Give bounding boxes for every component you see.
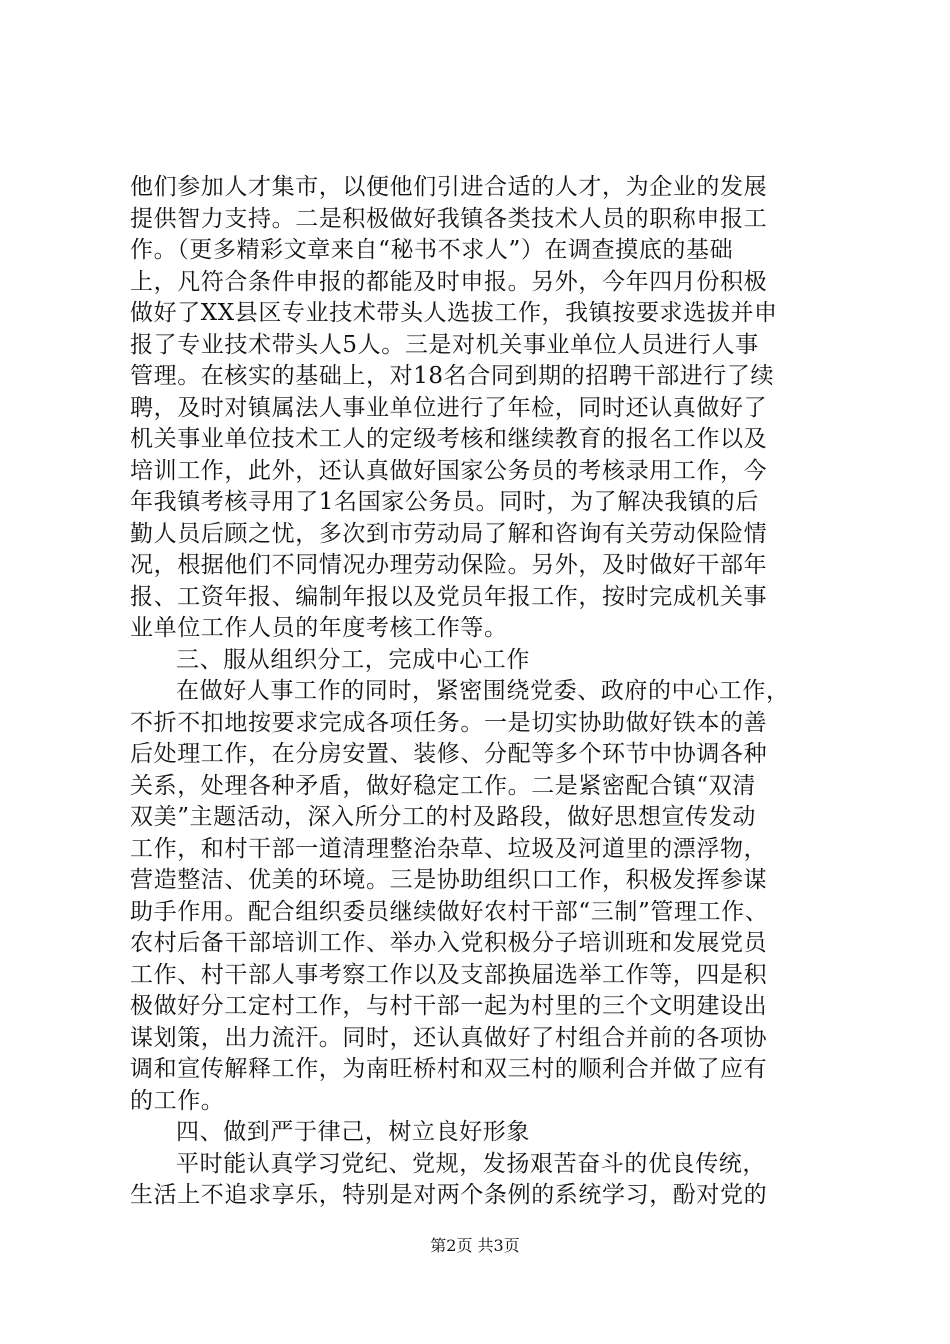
text-line: 做好了XX县区专业技术带头人选拔工作，我镇按要求选拔并申 — [130, 300, 778, 326]
text-line: 极做好分工定村工作，与村干部一起为村里的三个文明建设出 — [130, 993, 768, 1019]
text-line: 的工作。 — [130, 1087, 225, 1114]
text-line: 助手作用。配合组织委员继续做好农村干部“三制”管理工作、 — [130, 898, 769, 925]
text-line: 勤人员后顾之忧，多次到市劳动局了解和咨询有关劳动保险情 — [130, 520, 768, 547]
text-line: 提供智力支持。二是积极做好我镇各类技术人员的职称申报工 — [130, 205, 768, 232]
text-line: 农村后备干部培训工作、举办入党积极分子培训班和发展党员 — [130, 930, 768, 956]
text-line: 他们参加人才集市，以便他们引进合适的人才，为企业的发展 — [130, 174, 768, 200]
text-line: 工作、村干部人事考察工作以及支部换届选举工作等，四是积 — [130, 961, 768, 988]
text-line: 工作，和村干部一道清理整治杂草、垃圾及河道里的漂浮物， — [130, 835, 768, 862]
text-line: 调和宣传解释工作，为南旺桥村和双三村的顺利合并做了应有 — [130, 1056, 768, 1082]
text-line: 报、工资年报、编制年报以及党员年报工作，按时完成机关事 — [130, 583, 768, 610]
text-line: 聘，及时对镇属法人事业单位进行了年检，同时还认真做好了 — [130, 394, 768, 421]
text-line: 培训工作，此外，还认真做好国家公务员的考核录用工作，今 — [130, 457, 768, 484]
text-line: 管理。在核实的基础上，对18名合同到期的招聘干部进行了续 — [130, 363, 775, 389]
paragraph-start-line: 平时能认真学习党纪、党规，发扬艰苦奋斗的优良传统， — [176, 1150, 766, 1177]
document-body — [130, 172, 830, 1212]
text-line: 后处理工作，在分房安置、装修、分配等多个环节中协调各种 — [130, 741, 768, 767]
text-line: 谋划策，出力流汗。同时，还认真做好了村组合并前的各项协 — [130, 1024, 768, 1051]
text-line: 营造整洁、优美的环境。三是协助组织口工作，积极发挥参谋 — [130, 867, 768, 893]
paragraph-start-line: 在做好人事工作的同时，紧密围绕党委、政府的中心工作， — [176, 678, 790, 704]
text-line: 作。（更多精彩文章来自“秘书不求人”）在调查摸底的基础 — [130, 237, 734, 263]
text-line: 况，根据他们不同情况办理劳动保险。另外，及时做好干部年 — [130, 552, 768, 578]
text-line: 机关事业单位技术工人的定级考核和继续教育的报名工作以及 — [130, 426, 768, 452]
section-heading: 四、做到严于律己，树立良好形象 — [176, 1119, 530, 1145]
text-line: 年我镇考核寻用了1名国家公务员。同时，为了解决我镇的后 — [130, 489, 759, 515]
text-line: 双美”主题活动，深入所分工的村及路段，做好思想宣传发动 — [130, 804, 756, 830]
text-line: 业单位工作人员的年度考核工作等。 — [130, 615, 508, 641]
page-footer: 第2页 共3页 — [430, 1236, 520, 1255]
text-line: 关系，处理各种矛盾，做好稳定工作。二是紧密配合镇“双清 — [130, 772, 756, 799]
text-line: 不折不扣地按要求完成各项任务。一是切实协助做好铁本的善 — [130, 709, 768, 736]
text-line: 生活上不追求享乐，特别是对两个条例的系统学习，酚对党的 — [130, 1182, 768, 1208]
section-heading: 三、服从组织分工，完成中心工作 — [176, 646, 530, 673]
text-line: 报了专业技术带头人5人。三是对机关事业单位人员进行人事 — [130, 331, 759, 358]
text-line: 上，凡符合条件申报的都能及时申报。另外，今年四月份积极 — [130, 268, 768, 295]
